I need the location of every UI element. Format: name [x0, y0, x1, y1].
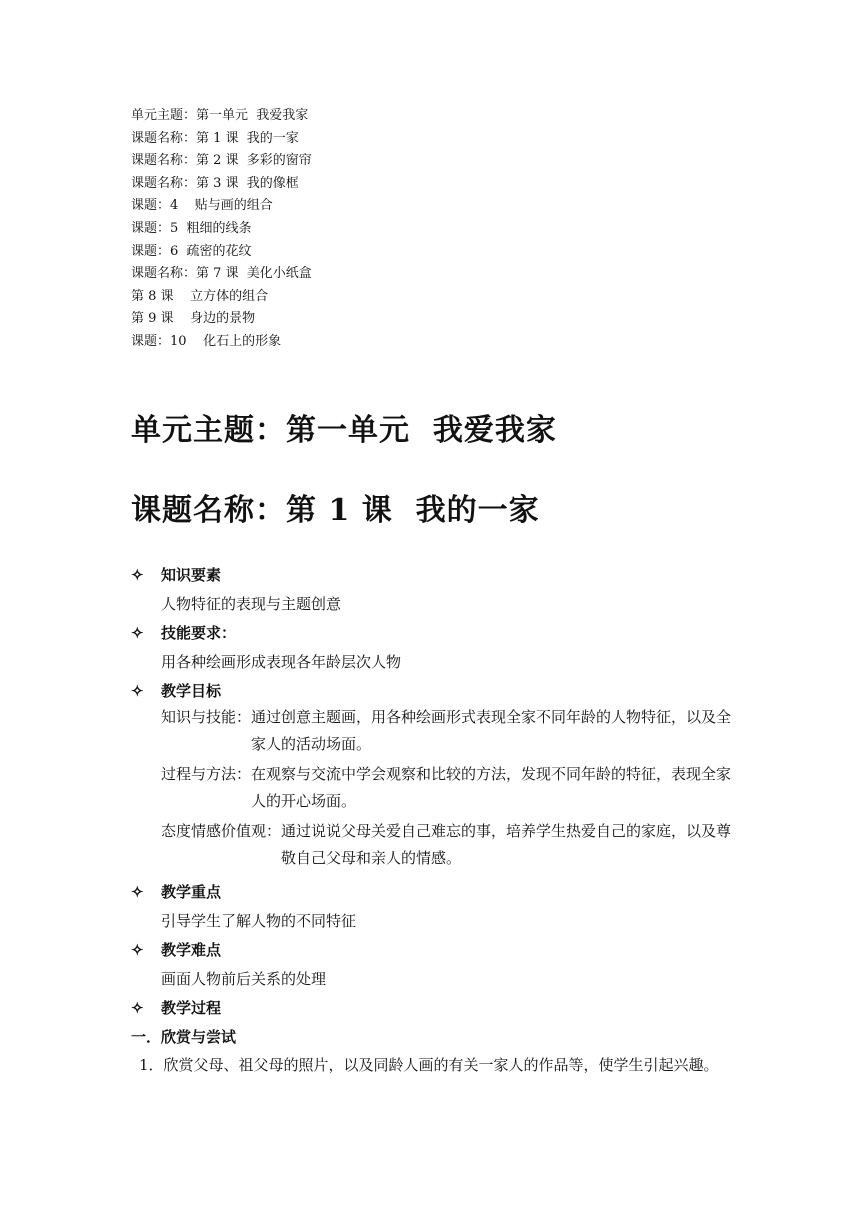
- objectives-heading: [131, 680, 221, 701]
- lesson-list-item: 课题：4 贴与画的组合: [131, 198, 273, 214]
- objective-text: 通过说说父母关爱自己难忘的事，培养学生热爱自己的家庭，以及尊敬自己父母和亲人的情感。: [281, 822, 732, 867]
- knowledge-text: 人物特征的表现与主题创意: [161, 595, 342, 613]
- key-point-title: 教学重点: [161, 883, 222, 901]
- lesson-list-item: 课题名称：第 3 课 我的像框: [131, 175, 299, 191]
- key-point-heading: [131, 881, 221, 902]
- difficulty-text: 画面人物前后关系的处理: [161, 970, 327, 988]
- process-title: 教学过程: [161, 999, 222, 1017]
- diamond-bullet-icon: ✧: [131, 883, 144, 901]
- paragraph: 1．欣赏父母、祖父母的照片，以及同龄人画的有关一家人的作品等，使学生引起兴趣。: [139, 1056, 719, 1074]
- objectives-title: 教学目标: [161, 682, 222, 700]
- lesson-list-item: 第 8 课 立方体的组合: [131, 288, 269, 304]
- lesson-list-item: 课题：10 化石上的形象: [131, 333, 282, 349]
- lesson-list: [131, 105, 312, 354]
- lesson-heading: 课题名称：第 1 课 我的一家: [131, 493, 540, 528]
- section-heading: 一．欣赏与尝试: [131, 1028, 237, 1046]
- difficulty-title: 教学难点: [161, 941, 222, 959]
- knowledge-title: 知识要素: [161, 566, 222, 584]
- objective-text: 在观察与交流中学会观察和比较的方法，发现不同年龄的特征，表现全家人的开心场面。: [251, 765, 732, 810]
- lesson-list-item: 课题名称：第 7 课 美化小纸盒: [131, 266, 312, 282]
- skills-title: 技能要求：: [161, 624, 237, 642]
- objectives-list: [161, 704, 736, 872]
- objective-label: 过程与方法：: [161, 765, 252, 783]
- diamond-bullet-icon: ✧: [131, 941, 144, 959]
- unit-heading: 单元主题：第一单元 我爱我家: [131, 413, 557, 448]
- objective-label: 知识与技能：: [161, 708, 252, 726]
- lesson-list-item: 课题：5 粗细的线条: [131, 220, 252, 236]
- objective-item: [161, 818, 736, 872]
- difficulty-heading: [131, 939, 221, 960]
- diamond-bullet-icon: ✧: [131, 566, 144, 584]
- lesson-list-item: 课题名称：第 2 课 多彩的窗帘: [131, 153, 312, 169]
- lesson-list-item: 课题名称：第 1 课 我的一家: [131, 130, 299, 146]
- lesson-list-item: 第 9 课 身边的景物: [131, 311, 256, 327]
- process-heading: [131, 997, 221, 1018]
- objective-text: 通过创意主题画，用各种绘画形式表现全家不同年龄的人物特征，以及全家人的活动场面。: [251, 708, 732, 753]
- knowledge-heading: [131, 564, 221, 585]
- skills-heading: [131, 622, 236, 643]
- objective-item: [161, 704, 736, 758]
- lesson-list-item: 课题：6 疏密的花纹: [131, 243, 252, 259]
- objective-item: [161, 761, 736, 815]
- key-point-text: 引导学生了解人物的不同特征: [161, 912, 357, 930]
- skills-text: 用各种绘画形成表现各年龄层次人物: [161, 653, 402, 671]
- diamond-bullet-icon: ✧: [131, 624, 144, 642]
- diamond-bullet-icon: ✧: [131, 682, 144, 700]
- objective-label: 态度情感价值观：: [161, 822, 282, 840]
- lesson-list-item: 单元主题：第一单元 我爱我家: [131, 108, 309, 123]
- diamond-bullet-icon: ✧: [131, 999, 144, 1017]
